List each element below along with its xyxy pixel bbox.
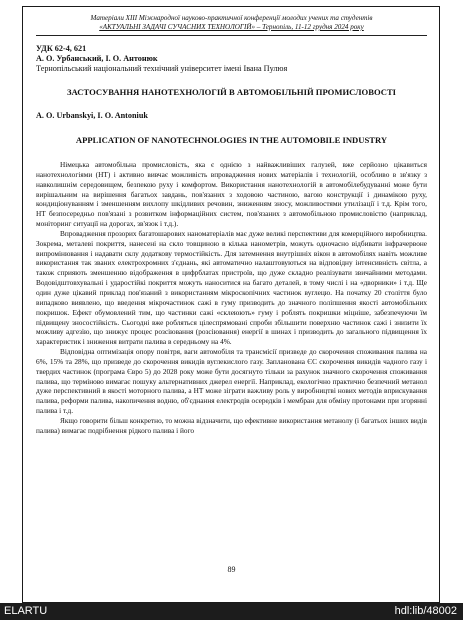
udk-code: УДК 62-4, 621 (36, 44, 87, 53)
authors-en: A. O. Urbanskyi, I. O. Antoniuk (36, 111, 148, 120)
page-number: 89 (227, 565, 236, 574)
paragraph-4: Якщо говорити більш конкретно, то можна відзначити, що ефективне використання метанолу (і багатьох інших видів палива) вимагає подрібнення рідкого палива і його (36, 415, 427, 435)
paragraph-1: Німецька автомобільна промисловість, яка є однією з найважливіших галузей, вже серйозно цікавиться нанотехнологіями (НТ) і активно вивчає можливість впровадження нових матеріалів і технологій, особливо в зв'язку з навколишнім середовищем, безпекою руху і комфортом. Використання нанотехнологій в автомобілебудуванні може бути вирішальним на вирішення багатьох завдань, пов'язаних з ходовою частиною, вагою конструкції і динамікою руху, кондиціонуванням і зменшенням вихлопу шкідливих речовин, зниженням зносу, можливостями утилізації і т.д. Крім того, НТ безпосередньо пов'язані з розвитком інформаційних систем, пов'язаних з автомобільною промисловістю (наприклад, моніторинг ситуації на дорогах, зв'язок і т.д.). (36, 160, 427, 229)
document-page (36, 14, 427, 589)
conference-header-line1: Матеріали XIII Міжнародної науково-практичної конференції молодих учених та студентів (90, 14, 373, 22)
paragraph-2: Впровадження прозорих багатошарових наноматеріалів має дуже великі перспективи для комерційного виробництва. Зокрема, металеві покриття, нанесені на скло товщиною в кілька нанометрів, можуть одночасно відбивати інфрачервоне випромінювання і надавати склу додаткову термостійкість. Для затемнення внутрішніх вікон в автомобілях навіть можливе використання так званих електрохромних з'єднань, які автоматично налаштовуються на відповідну інтенсивність світла, а також сприяють зменшенню відображення в цифрблатах пристроїв, що дуже складно реалізувати звичайними методами. Водовідштовхувальні і ударостійкі покриття можуть наноситися на багато деталей, в тому числі і на «дворники» і т.д. Ще один дуже цікавий приклад пов'язаний з використанням мікроскопічних частинок вуглецю. На початку 20 століття було випадково виявлено, що введення мікрочастинок сажі в гуму призводить до значного поліпшення якості автомобільних покришок. Ефект обумовлений тим, що частинки сажі «склеюють» гуму і роблять покришки міцніше, забезпечуючи їм підвищену зносостійкість. Сьогодні вже робляться цілеспрямовані спроби збільшити поверхню частинок сажі і знизити їх можливу адгезію, що знижує процес розсіювання (розсіювання) енергії в шинах і призводить до загального підвищення їх характеристик і зниження витрати палива в середньому на 4%. (36, 228, 427, 347)
affiliation: Тернопільський національний технічний університет імені Івана Пулюя (36, 64, 288, 73)
conference-header (36, 14, 427, 32)
title-ua: ЗАСТОСУВАННЯ НАНОТЕХНОЛОГІЙ В АВТОМОБІЛЬНІЙ ПРОМИСЛОВОСТІ (66, 87, 397, 97)
header-divider (36, 35, 427, 36)
footer-handle[interactable]: hdl:lib/48002 (394, 605, 457, 617)
title-en: APPLICATION OF NANOTECHNOLOGIES IN THE AUTOMOBILE INDUSTRY (75, 135, 388, 145)
paragraph-3: Відповідна оптимізація опору повітря, ваги автомобіля та трансмісії призведе до скорочення споживання палива на 6%, 15% та 28%, що призведе до скорочення викидів вуглекислого газу. Запланована ЄС скорочення викидів чадного газу і твердих частинок (програма Євро 5) до 2028 року може бути досягнуто тільки за рахунок значного скорочення споживання палива, що терміново вимагає пошуку альтернативних джерел енергії. Наприклад, екологічно практично безпечний метанол дуже перспективний в якості моторного палива, а НТ може зіграти важливу роль у виробництві нових методів вприскування палива, реформи палива, накопичення водню, об'єднання електродів осередків і мембран для обміну протонами при згорянні палива і т.д. (36, 347, 427, 416)
conference-header-line2: «АКТУАЛЬНІ ЗАДАЧІ СУЧАСНИХ ТЕХНОЛОГІЙ» – Тернопіль, 11-12 грудня 2024 року (99, 23, 364, 31)
footer-repository-name: ELARTU (4, 605, 48, 617)
authors-ua: А. О. Урбанський, І. О. Антонюк (36, 54, 158, 63)
footer-bar (0, 603, 463, 620)
